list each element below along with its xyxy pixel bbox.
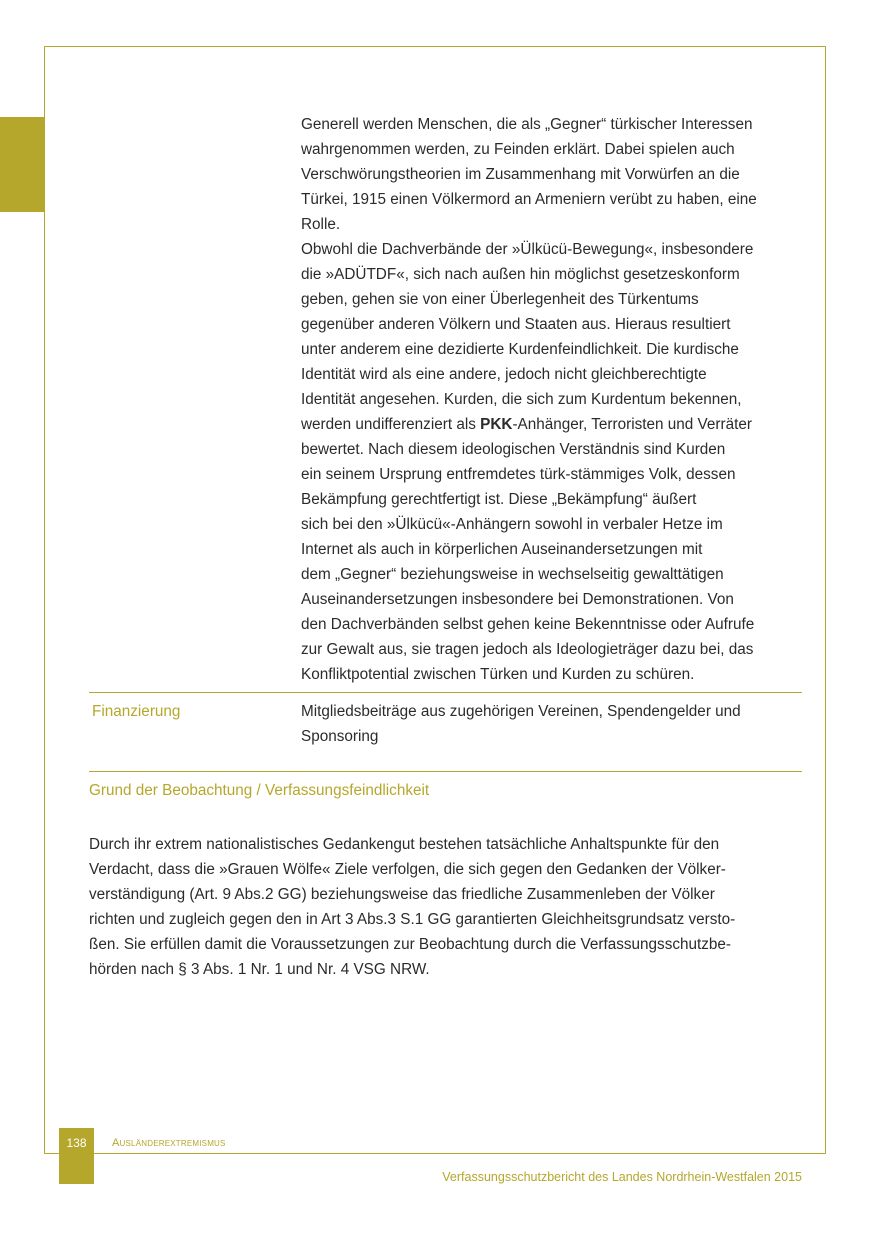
text-line: Generell werden Menschen, die als „Gegner“ türkischer Interessen (301, 116, 753, 133)
text-line: verständigung (Art. 9 Abs.2 GG) beziehungsweise das friedliche Zusammenleben der Völker (89, 886, 715, 903)
chapter-tab-marker (0, 117, 44, 212)
text-fragment: werden undifferenziert als (301, 416, 481, 433)
text-line: den Dachverbänden selbst gehen keine Bekenntnisse oder Aufrufe (301, 616, 755, 633)
text-line: dem „Gegner“ beziehungsweise in wechselseitig gewalttätigen (301, 566, 724, 583)
text-line: gegenüber anderen Völkern und Staaten aus. Hieraus resultiert (301, 316, 731, 333)
text-line: Türkei, 1915 einen Völkermord an Armeniern verübt zu haben, eine (301, 191, 757, 208)
text-line: Bekämpfung gerechtfertigt ist. Diese „Bekämpfung“ äußert (301, 491, 697, 508)
section-heading: Grund der Beobachtung / Verfassungsfeindlichkeit (89, 782, 430, 799)
divider (89, 771, 802, 772)
text-line: Obwohl die Dachverbände der »Ülkücü-Bewegung«, insbesondere (301, 241, 754, 258)
text-line: Rolle. (301, 216, 341, 233)
section-body (89, 832, 802, 982)
text-fragment: -Anhänger, Terroristen und Verräter (512, 416, 752, 433)
paragraph-ideology (301, 237, 806, 687)
text-line: Mitgliedsbeiträge aus zugehörigen Vereinen, Spendengelder und (301, 703, 741, 720)
text-line: wahrgenommen werden, zu Feinden erklärt. Dabei spielen auch (301, 141, 735, 158)
text-line: richten und zugleich gegen den in Art 3 Abs.3 S.1 GG garantierten Gleichheitsgrundsatz versto- (89, 911, 736, 928)
text-line: unter anderem eine dezidierte Kurdenfeindlichkeit. Die kurdische (301, 341, 739, 358)
text-line: Verdacht, dass die »Grauen Wölfe« Ziele verfolgen, die sich gegen den Gedanken der Völker- (89, 861, 726, 878)
pkk-abbreviation: PKK (480, 416, 513, 433)
text-line: geben, gehen sie von einer Überlegenheit des Türkentums (301, 291, 699, 308)
text-line-pkk (301, 412, 806, 437)
paragraph-enemies (301, 112, 806, 237)
running-section-label: Ausländerextremismus (112, 1137, 226, 1149)
financing-text (301, 699, 806, 749)
text-line: ßen. Sie erfüllen damit die Voraussetzungen zur Beobachtung durch die Verfassungsschutzbe- (89, 936, 732, 953)
text-line: Identität wird als eine andere, jedoch nicht gleichberechtigte (301, 366, 707, 383)
text-line: Konfliktpotential zwischen Türken und Kurden zu schüren. (301, 666, 695, 683)
text-line: Auseinandersetzungen insbesondere bei Demonstrationen. Von (301, 591, 734, 608)
text-line: bewertet. Nach diesem ideologischen Verständnis sind Kurden (301, 441, 726, 458)
page-number: 138 (66, 1136, 87, 1150)
text-line: Internet als auch in körperlichen Auseinandersetzungen mit (301, 541, 703, 558)
text-line: Sponsoring (301, 728, 379, 745)
text-line: ein seinem Ursprung entfremdetes türk-stämmiges Volk, dessen (301, 466, 736, 483)
text-line: hörden nach § 3 Abs. 1 Nr. 1 und Nr. 4 VSG NRW. (89, 961, 430, 978)
text-line: Verschwörungstheorien im Zusammenhang mit Vorwürfen an die (301, 166, 740, 183)
page-number-box (59, 1128, 94, 1184)
text-line: Durch ihr extrem nationalistisches Gedankengut bestehen tatsächliche Anhaltspunkte für den (89, 836, 720, 853)
text-line: sich bei den »Ülkücü«-Anhängern sowohl in verbaler Hetze im (301, 516, 723, 533)
report-title: Verfassungsschutzbericht des Landes Nordrhein-Westfalen 2015 (442, 1170, 802, 1184)
text-line: die »ADÜTDF«, sich nach außen hin möglichst gesetzeskonform (301, 266, 740, 283)
text-line: zur Gewalt aus, sie tragen jedoch als Ideologieträger dazu bei, das (301, 641, 754, 658)
text-line: Identität angesehen. Kurden, die sich zum Kurdentum bekennen, (301, 391, 742, 408)
divider (89, 692, 802, 693)
financing-label: Finanzierung (92, 703, 181, 720)
